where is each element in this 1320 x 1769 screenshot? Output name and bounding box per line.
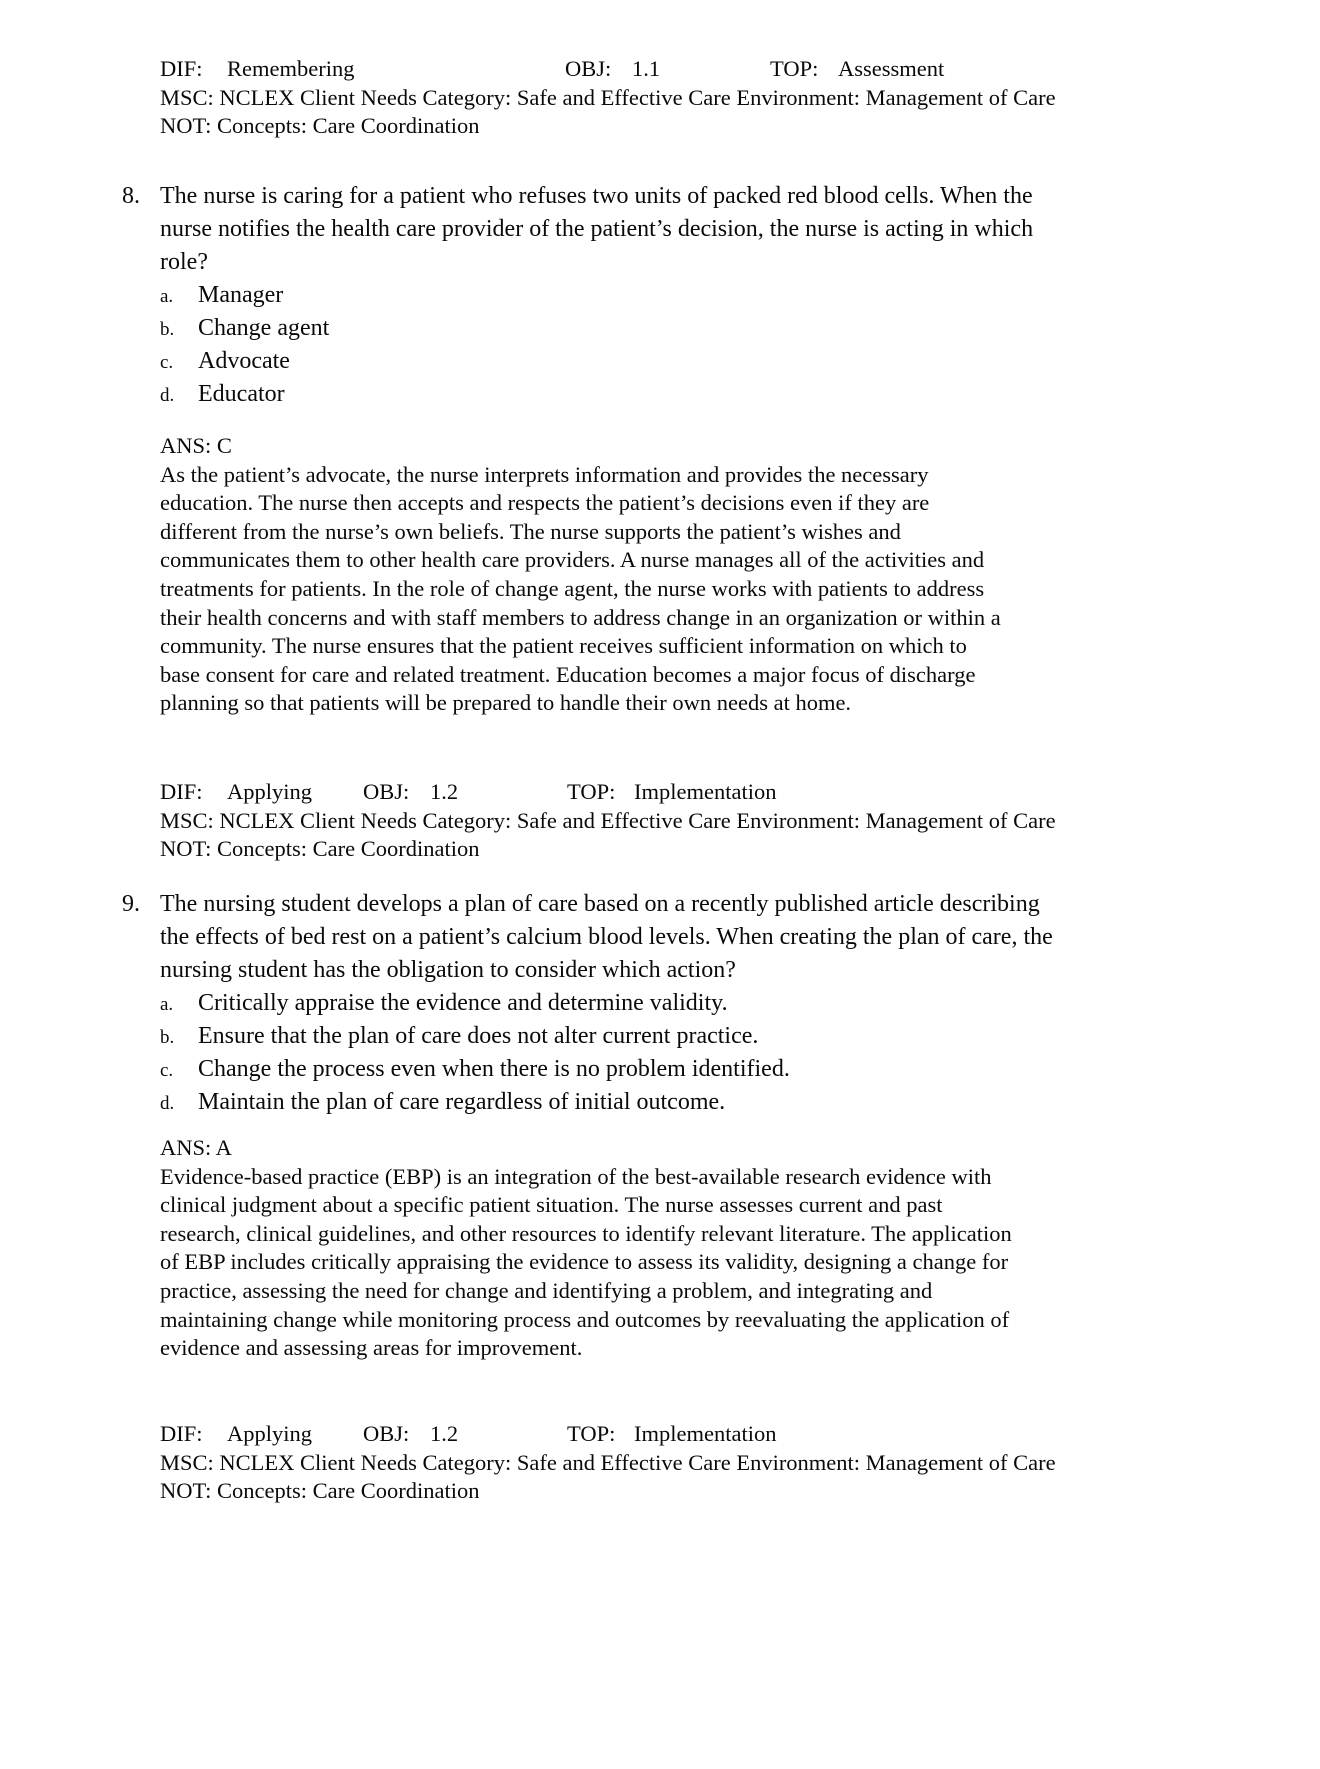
option-letter: a. <box>160 994 174 1015</box>
obj-value: 1.2 <box>430 779 459 804</box>
rationale-line: treatments for patients. In the role of change agent, the nurse works with patients to address <box>160 575 985 601</box>
answer-option <box>160 378 1033 411</box>
option-text: Critically appraise the evidence and determine validity. <box>198 990 728 1016</box>
rationale-line: evidence and assessing areas for improvement. <box>160 1335 583 1361</box>
answer-label: ANS: C <box>160 433 232 458</box>
rationale-line: their health concerns and with staff members to address change in an organization or within a <box>160 604 1001 630</box>
option-letter: b. <box>160 319 175 340</box>
not-line: NOT: Concepts: Care Coordination <box>160 113 480 139</box>
dif-value: Applying <box>227 1421 313 1446</box>
meta-block-q9 <box>160 1420 1056 1506</box>
question-stem-line: nurse notifies the health care provider of the patient’s decision, the nurse is acting in which <box>160 216 1034 242</box>
top-label: TOP: <box>567 779 616 804</box>
rationale-line: communicates them to other health care providers. A nurse manages all of the activities and <box>160 547 985 573</box>
rationale-line: clinical judgment about a specific patient situation. The nurse assesses current and past <box>160 1192 943 1218</box>
rationale-line: planning so that patients will be prepared to handle their own needs at home. <box>160 690 852 716</box>
meta-dif-row <box>160 1420 1056 1449</box>
question-number: 8. <box>122 183 140 209</box>
rationale-line: base consent for care and related treatment. Education becomes a major focus of discharge <box>160 661 976 687</box>
rationale-line: maintaining change while monitoring process and outcomes by reevaluating the application of <box>160 1306 1010 1332</box>
rationale-line: As the patient’s advocate, the nurse interprets information and provides the necessary <box>160 461 929 487</box>
rationale-line: community. The nurse ensures that the patient receives sufficient information on which to <box>160 633 967 659</box>
answer-label: ANS: A <box>160 1135 232 1160</box>
question-8 <box>122 180 1033 411</box>
msc-line: MSC: NCLEX Client Needs Category: Safe and Effective Care Environment: Management of Care <box>160 84 1056 110</box>
answer-block-q8 <box>160 432 1001 718</box>
not-line: NOT: Concepts: Care Coordination <box>160 1478 480 1504</box>
answer-option <box>160 1086 1053 1119</box>
option-letter: a. <box>160 286 174 307</box>
question-9 <box>122 888 1053 1119</box>
answer-option <box>160 1053 1053 1086</box>
rationale-line: different from the nurse’s own beliefs. The nurse supports the patient’s wishes and <box>160 518 901 544</box>
top-label: TOP: <box>770 56 819 81</box>
answer-option <box>160 279 1033 312</box>
obj-label: OBJ: <box>565 56 612 81</box>
answer-block-q9 <box>160 1134 1012 1363</box>
answer-option <box>160 987 1053 1020</box>
question-stem-line: The nurse is caring for a patient who refuses two units of packed red blood cells. When the <box>160 183 1033 209</box>
rationale-line: research, clinical guidelines, and other resources to identify relevant literature. The application <box>160 1220 1012 1246</box>
option-text: Educator <box>198 381 285 407</box>
dif-label: DIF: <box>160 779 203 804</box>
obj-label: OBJ: <box>363 1421 410 1446</box>
option-text: Ensure that the plan of care does not alter current practice. <box>198 1023 759 1049</box>
rationale-line: education. The nurse then accepts and respects the patient’s decisions even if they are <box>160 490 930 516</box>
rationale-line: of EBP includes critically appraising the evidence to assess its validity, designing a change for <box>160 1249 1009 1275</box>
question-stem-line: role? <box>160 249 208 275</box>
msc-line: MSC: NCLEX Client Needs Category: Safe and Effective Care Environment: Management of Care <box>160 1449 1056 1475</box>
answer-option <box>160 345 1033 378</box>
obj-value: 1.2 <box>430 1421 459 1446</box>
option-text: Change agent <box>198 315 330 341</box>
answer-option <box>160 1020 1053 1053</box>
not-line: NOT: Concepts: Care Coordination <box>160 836 480 862</box>
meta-dif-row <box>160 778 1056 807</box>
question-stem-line: The nursing student develops a plan of care based on a recently published article describing <box>160 891 1040 917</box>
dif-label: DIF: <box>160 56 203 81</box>
question-stem-line: the effects of bed rest on a patient’s calcium blood levels. When creating the plan of care, the <box>160 924 1053 950</box>
option-letter: d. <box>160 1093 175 1114</box>
question-number: 9. <box>122 891 140 917</box>
top-value: Implementation <box>634 1421 777 1446</box>
top-value: Assessment <box>838 56 945 81</box>
msc-line: MSC: NCLEX Client Needs Category: Safe and Effective Care Environment: Management of Care <box>160 807 1056 833</box>
meta-block-q8 <box>160 778 1056 864</box>
question-stem-line: nursing student has the obligation to consider which action? <box>160 957 736 983</box>
option-letter: d. <box>160 385 175 406</box>
rationale-line: Evidence-based practice (EBP) is an integration of the best-available research evidence with <box>160 1163 992 1189</box>
dif-label: DIF: <box>160 1421 203 1446</box>
top-label: TOP: <box>567 1421 616 1446</box>
top-value: Implementation <box>634 779 777 804</box>
option-letter: c. <box>160 1060 174 1081</box>
meta-block-header <box>160 55 1056 141</box>
answer-option <box>160 312 1033 345</box>
dif-value: Remembering <box>227 56 355 81</box>
option-letter: c. <box>160 352 174 373</box>
meta-dif-row <box>160 55 1056 84</box>
dif-value: Applying <box>227 779 313 804</box>
option-letter: b. <box>160 1027 175 1048</box>
obj-value: 1.1 <box>632 56 661 81</box>
rationale-line: practice, assessing the need for change and identifying a problem, and integrating and <box>160 1277 933 1303</box>
obj-label: OBJ: <box>363 779 410 804</box>
option-text: Manager <box>198 282 284 308</box>
option-text: Advocate <box>198 348 290 374</box>
option-text: Change the process even when there is no problem identified. <box>198 1056 790 1082</box>
option-text: Maintain the plan of care regardless of initial outcome. <box>198 1089 726 1115</box>
